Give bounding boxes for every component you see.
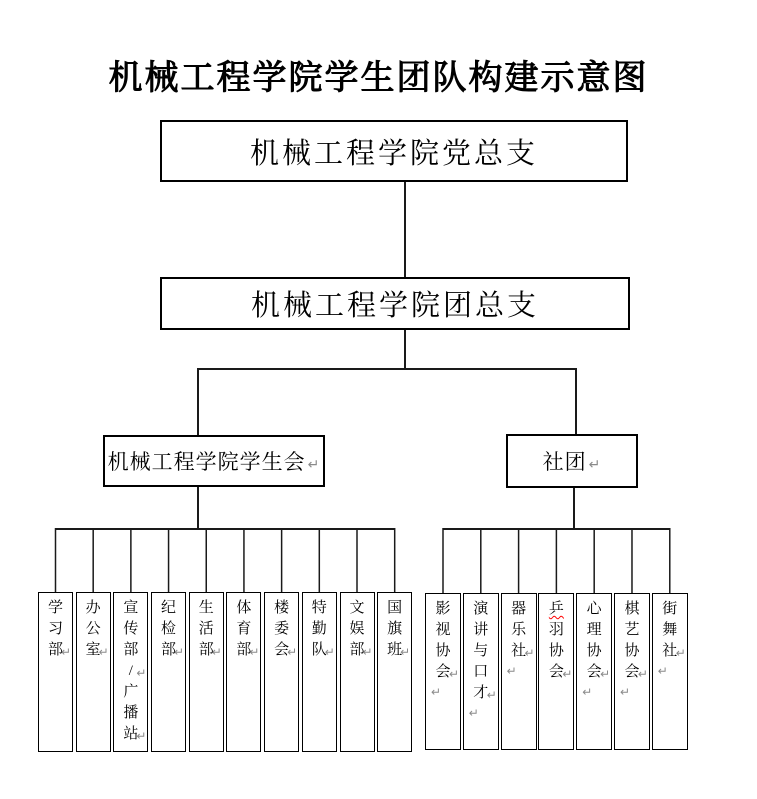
paragraph-mark: ↵ xyxy=(287,645,298,659)
vertical-char: 会 ↵ xyxy=(426,662,460,683)
vertical-char: 播 xyxy=(123,705,139,721)
org-leaf-box xyxy=(463,593,499,750)
org-leaf-box xyxy=(76,592,111,752)
org-box-label: 机械工程学院党总支 xyxy=(249,137,538,170)
org-box-league-general-branch xyxy=(160,277,630,330)
paragraph-mark: ↵ xyxy=(211,645,222,659)
vertical-char: 队 ↵ xyxy=(303,640,336,661)
vertical-char: 活 xyxy=(198,621,214,637)
paragraph-mark: ↵ xyxy=(506,664,517,678)
vertical-char: / ↵ xyxy=(114,661,147,682)
org-leaf-box xyxy=(425,593,461,750)
org-leaf-box xyxy=(377,592,412,752)
vertical-char: 传 xyxy=(123,621,139,637)
org-box-party-general-branch xyxy=(160,120,628,182)
paragraph-mark-row xyxy=(615,683,649,704)
vertical-char: 学 xyxy=(47,600,63,616)
paragraph-mark: ↵ xyxy=(174,645,185,659)
org-box-label: 机械工程学院团总支 xyxy=(250,290,539,322)
vertical-char: 楼 xyxy=(274,600,290,616)
paragraph-mark: ↵ xyxy=(324,645,335,659)
paragraph-mark: ↵ xyxy=(524,646,535,660)
org-leaf-box xyxy=(501,593,537,750)
paragraph-mark: ↵ xyxy=(60,645,71,659)
vertical-char: 纪 xyxy=(161,600,177,616)
org-leaf-box xyxy=(151,592,186,752)
vertical-char: 部 ↵ xyxy=(190,640,223,661)
org-leaf-box xyxy=(340,592,375,752)
vertical-char: 勤 xyxy=(311,621,327,637)
page-title: 机械工程学院学生团队构建示意图 xyxy=(108,60,649,97)
vertical-char: 文 xyxy=(349,600,365,616)
paragraph-mark: ↵ xyxy=(98,645,109,659)
paragraph-mark: ↵ xyxy=(400,645,411,659)
paragraph-mark: ↵ xyxy=(657,664,668,678)
vertical-char: 社 ↵ xyxy=(502,641,536,662)
vertical-char: 会 ↵ xyxy=(615,662,649,683)
vertical-char: 公 xyxy=(85,621,101,637)
vertical-char: 宣 xyxy=(123,600,139,616)
paragraph-mark: ↵ xyxy=(468,706,479,720)
vertical-char: 协 xyxy=(624,643,640,659)
vertical-char: 广 xyxy=(123,684,139,700)
vertical-char: 生 xyxy=(198,600,214,616)
org-leaf-box xyxy=(652,593,688,750)
student-union-departments-row xyxy=(38,592,412,752)
vertical-char: 娱 xyxy=(349,621,365,637)
vertical-char: 视 xyxy=(435,622,451,638)
paragraph-mark: ↵ xyxy=(136,666,147,680)
org-leaf-box xyxy=(113,592,148,752)
vertical-char: 讲 xyxy=(473,622,489,638)
vertical-char: 乐 xyxy=(511,622,527,638)
vertical-char: 才 ↵ xyxy=(464,683,498,704)
vertical-char: 部 ↵ xyxy=(39,640,72,661)
org-leaf-box xyxy=(302,592,337,752)
vertical-char: 体 xyxy=(236,600,252,616)
vertical-char: 特 xyxy=(311,600,327,616)
vertical-char: 站 ↵ xyxy=(114,724,147,745)
org-box-label: 机械工程学院学生会 xyxy=(107,450,306,474)
vertical-char: 办 xyxy=(85,600,101,616)
paragraph-mark: ↵ xyxy=(600,667,611,681)
paragraph-mark-row xyxy=(464,704,498,725)
vertical-char: 艺 xyxy=(624,622,640,638)
vertical-char: 习 xyxy=(47,621,63,637)
paragraph-mark: ↵ xyxy=(637,667,648,681)
paragraph-mark-row xyxy=(502,662,536,683)
org-leaf-box xyxy=(614,593,650,750)
paragraph-mark: ↵ xyxy=(448,667,459,681)
paragraph-mark: ↵ xyxy=(307,455,321,472)
vertical-char: 乒 xyxy=(548,601,564,617)
vertical-char: 国 xyxy=(387,600,403,616)
org-box-clubs xyxy=(506,434,638,488)
vertical-char: 社 ↵ xyxy=(653,641,687,662)
paragraph-mark-row xyxy=(577,683,611,704)
vertical-char: 会 ↵ xyxy=(577,662,611,683)
vertical-char: 部 ↵ xyxy=(341,640,374,661)
org-leaf-box xyxy=(576,593,612,750)
org-leaf-box xyxy=(189,592,224,752)
paragraph-mark: ↵ xyxy=(562,667,573,681)
vertical-char: 心 xyxy=(586,601,602,617)
paragraph-mark: ↵ xyxy=(582,685,593,699)
vertical-char: 部 ↵ xyxy=(227,640,260,661)
vertical-char: 会 ↵ xyxy=(539,662,573,683)
vertical-char: 委 xyxy=(274,621,290,637)
paragraph-mark: ↵ xyxy=(486,688,497,702)
paragraph-mark: ↵ xyxy=(431,685,442,699)
vertical-char: 街 xyxy=(662,601,678,617)
vertical-char: 部 xyxy=(123,642,139,658)
org-leaf-box xyxy=(38,592,73,752)
vertical-char: 器 xyxy=(511,601,527,617)
org-box-label: 社团 xyxy=(542,450,587,474)
vertical-char: 口 xyxy=(473,664,489,680)
vertical-char: 与 xyxy=(473,643,489,659)
vertical-char: 协 xyxy=(435,643,451,659)
vertical-char: 室 ↵ xyxy=(77,640,110,661)
vertical-char: 羽 xyxy=(548,622,564,638)
paragraph-mark: ↵ xyxy=(362,645,373,659)
vertical-char: 旗 xyxy=(387,621,403,637)
paragraph-mark: ↵ xyxy=(619,685,631,699)
vertical-char: 演 xyxy=(473,601,489,617)
paragraph-mark-row xyxy=(653,662,687,683)
vertical-char: 协 xyxy=(548,643,564,659)
vertical-char: 检 xyxy=(161,621,177,637)
vertical-char: 班 ↵ xyxy=(378,640,411,661)
paragraph-mark-row xyxy=(426,683,460,704)
vertical-char: 棋 xyxy=(624,601,640,617)
vertical-char: 协 xyxy=(586,643,602,659)
paragraph-mark: ↵ xyxy=(249,645,260,659)
org-box-student-union xyxy=(103,435,325,487)
vertical-char: 部 ↵ xyxy=(152,640,185,661)
org-leaf-box xyxy=(226,592,261,752)
vertical-char: 影 xyxy=(435,601,451,617)
paragraph-mark: ↵ xyxy=(675,646,686,660)
paragraph-mark: ↵ xyxy=(136,729,147,743)
vertical-char: 会 ↵ xyxy=(265,640,298,661)
clubs-row xyxy=(425,593,688,750)
paragraph-mark: ↵ xyxy=(588,455,602,472)
vertical-char: 理 xyxy=(586,622,602,638)
vertical-char: 育 xyxy=(236,621,252,637)
org-leaf-box xyxy=(538,593,574,750)
org-leaf-box xyxy=(264,592,299,752)
vertical-char: 舞 xyxy=(662,622,678,638)
